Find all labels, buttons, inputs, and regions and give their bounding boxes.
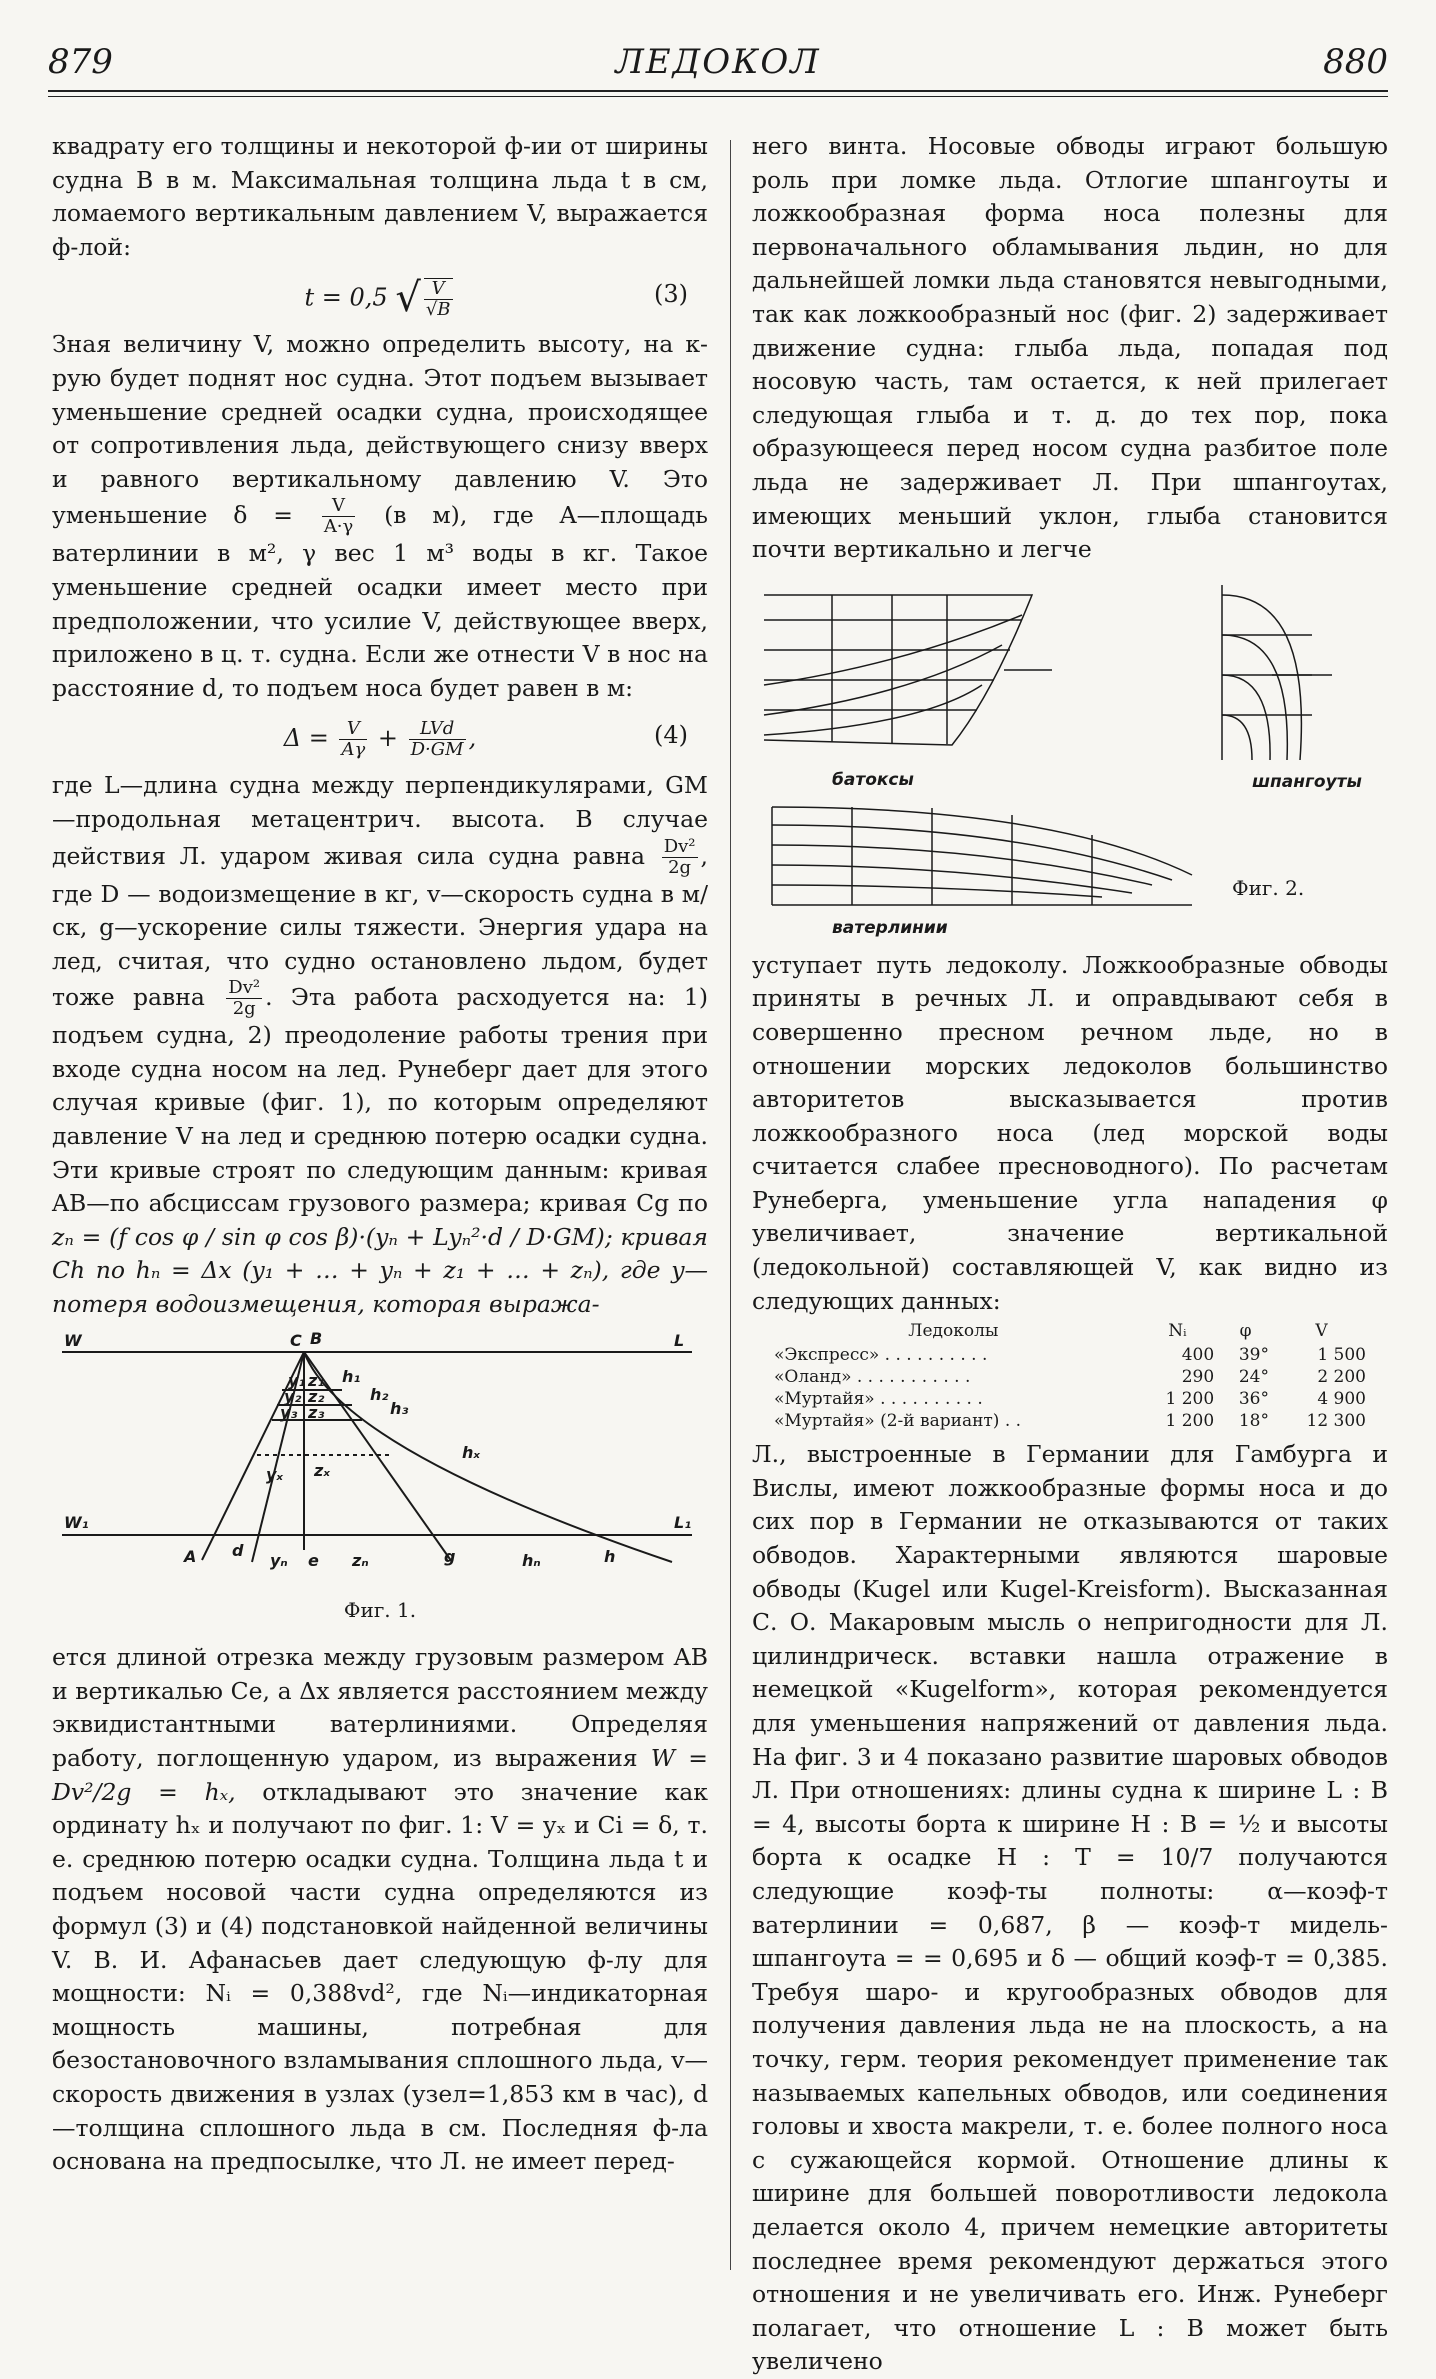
table-row: «Оланд» . . . . . . . . . . . 290 24° 2 200 [774, 1367, 1366, 1388]
frames-drawing [1222, 585, 1332, 760]
formula-number: (3) [654, 280, 688, 309]
svg-text:h: h [604, 1546, 616, 1566]
table-header: V [1315, 1321, 1328, 1342]
svg-text:y₁: y₁ [288, 1370, 306, 1390]
svg-text:d: d [232, 1540, 244, 1560]
figure-2-label-waterlines: ватерлинии [832, 917, 948, 938]
svg-text:zₙ: zₙ [352, 1550, 369, 1570]
figure-1 [52, 1330, 708, 1590]
right-column [752, 130, 1388, 2379]
figure-1-caption: Фиг. 1. [343, 1597, 417, 1622]
svg-text:z₃: z₃ [308, 1402, 325, 1422]
svg-text:e: e [308, 1550, 319, 1570]
column-divider [730, 140, 731, 2270]
svg-text:y₂: y₂ [284, 1386, 302, 1406]
table-row: «Муртайя» . . . . . . . . . . 1 200 36° 4 900 [774, 1389, 1366, 1410]
table-row: «Экспресс» . . . . . . . . . . 400 39° 1 500 [774, 1345, 1366, 1366]
svg-text:h₃: h₃ [390, 1398, 409, 1418]
svg-text:yₓ: yₓ [266, 1464, 284, 1484]
article-title: ЛЕДОКОЛ [615, 42, 821, 82]
paragraph: . Эта работа расходуется на: 1) подъем судна, 2) преодоление работы трения при входе судна носом на лед. Рунеберг дает для этого случая кривые (фиг. 1), по которым определяют давление V на лед и среднюю потерю осадки судна. Эти кривые строят по следующим данным: кривая AB—по абсциссам грузового размера; кривая Cg по [52, 983, 708, 1218]
formula-den: √B [425, 299, 451, 321]
paragraph: Зная величину V, можно определить высоту, на к-рую будет поднят нос судна. Этот подъем вызывает уменьшение средней осадки судна, происходящее от сопротивления льда, действующего снизу вверх и равного вертикальному давлению V. Это уменьшение δ = [52, 330, 708, 530]
formula-4: Δ = $\frac{V}{A\gamma}$ + $\frac{\text{LVd}}{D\cdot GM}$ , (4) [283, 718, 688, 761]
svg-text:y₃: y₃ [280, 1402, 298, 1422]
svg-text:L₁: L₁ [674, 1512, 692, 1532]
paragraph: (в м), где A—площадь ватерлинии в м², γ вес 1 м³ воды в кг. Такое уменьшение средней осадки имеет место при предположении, что усилие V, действующее вверх, приложено в ц. т. судна. Если же отнести V в нос на расстояние d, то подъем носа будет равен в м: [52, 501, 708, 702]
figure-2-label-batoks: батоксы [832, 769, 914, 790]
svg-text:hₓ: hₓ [462, 1442, 480, 1462]
paragraph: ется длиной отрезка между грузовым размером AB и вертикалью Ce, а Δx является расстоянием между эквидистантными ватерлиниями. Определяя работу, поглощенную ударом, из выражения [52, 1643, 708, 1772]
svg-text:C: C [290, 1330, 302, 1350]
table-header: Ледоколы [908, 1321, 999, 1342]
paragraph: квадрату его толщины и некоторой ф-ии от ширины судна B в м. Максимальная толщина льда t в см, ломаемого вертикальным давлением V, выражается ф-лой: [52, 132, 708, 261]
figure-2 [752, 575, 1388, 945]
running-header [48, 42, 1388, 92]
figure-2-caption: Фиг. 2. [1232, 875, 1305, 900]
svg-text:g: g [444, 1546, 456, 1566]
batoks-drawing [764, 595, 1052, 745]
paragraph: него винта. Носовые обводы играют большую роль при ломке льда. Отлогие шпангоуты и ложкообразная форма носа полезны для первоначального обламывания льдин, но для дальнейшей ломки льда становятся невыгодными, так как ложкообразный нос (фиг. 2) задерживает движение судна: глыба льда, попадая под носовую часть, там остается, к ней прилегает следующая глыба и т. д. до тех пор, пока образующееся перед носом судна разбитое поле льда не задерживает Л. При шпангоутах, имеющих меньший уклон, глыба становится почти вертикально и легче [752, 132, 1388, 564]
svg-text:z₂: z₂ [308, 1386, 325, 1406]
svg-text:W₁: W₁ [64, 1512, 89, 1532]
paragraph: где L—длина судна между перпендикулярами, GM—продольная метацентрич. высота. В случае действия Л. ударом живая сила судна равна [52, 771, 708, 870]
table-header: Nᵢ [1168, 1321, 1187, 1342]
paragraph: уступает путь ледоколу. Ложкообразные обводы приняты в речных Л. и оправдывают себя в совершенно пресном речном льде, но в отношении морских ледоколов большинство авторитетов высказывается против ложкообразного носа (лед морской воды считается слабее пресноводного). По расчетам Рунеберга, уменьшение угла нападения φ увеличивает, значение вертикальной (ледокольной) составляющей V, как видно из следующих данных: [752, 950, 1388, 1315]
svg-text:zₓ: zₓ [314, 1460, 330, 1480]
svg-text:z₁: z₁ [308, 1370, 325, 1390]
left-column: квадрату его толщины и некоторой ф-ии от ширины судна B в м. Максимальная толщина льда t в см, ломаемого вертикальным давлением V, выражается ф-лой: t = 0,5 √ $\frac{V}{√B}$ (3) Зная величину V, можно определить высоту, на к-рую будет поднят нос судна. Этот подъем вызывает уменьшение средней осадки судна, происходящее от сопротивления льда, действующего снизу вверх и равного вертикальному давлению V. Это уменьшение δ = $\frac{V}{A\cdot\gamma}$ (в м), где A—площадь ватерлинии в м², γ вес 1 м³ воды в кг. Такое уменьшение средней осадки имеет место при предположении, что усилие V, действующее вверх, приложено в ц. т. судна. Если же отнести V в нос на расстояние d, то подъем носа будет равен в м: Δ = $\frac{V}{A\gamma}$ + $\frac{\text{LVd}}{D\cdot GM}$ , (4) где L—длина судна между перпендикулярами, GM—продольная метацентрич. высота. В случае действия Л. ударом живая сила судна равна $\frac{\text{Dv²}}{2g}$ , где D — водоизмещение в кг, v—скорость судна в м/ск, g—ускорение силы тяжести. Энергия удара на лед, считая, что судно остановлено льдом, будет тоже равна $\frac{\text{Dv²}}{2g}$ . Эта работа расходуется на: 1) подъем судна, 2) преодоление работы трения при входе судна носом на лед. Рунеберг дает для этого случая кривые (фиг. 1), по которым определяют давление V на лед и среднюю потерю осадки судна. Эти кривые строят по следующим данным: кривая AB—по абсциссам грузового размера; кривая Cg по zₙ = (f cos φ / sin φ cos β)·(yₙ + Lyₙ²·d / D·GM); кривая Ch по hₙ = Δx (y₁ + … + yₙ + z₁ + … + zₙ), где y—потеря водоизмещения, которая выража- W C B L W₁ L₁ A d yₙ e zₙ g hₙ h y₁ z₁ h₁ y₂ z₂ h₂ y₃ z₃ h₃ yₓ zₓ hₓ Фиг. 1. ется длиной отрезка между грузовым размером AB и вертикалью Ce, а Δx является расстоянием между эквидистантными ватерлиниями. Определяя работу, поглощенную ударом, из выражения W = Dv²/2g = hₓ, откладывают это значение как ординату hₓ и получают по фиг. 1: V = yₓ и Ci = δ, т. е. среднюю потерю осадки судна. Толщина льда t и подъем носовой части судна определяются из формул (3) и (4) подстановкой найденной величины V. В. И. Афанасьев дает следующую ф-лу для мощности: Nᵢ = 0,388vd², где Nᵢ—индикаторная мощность машины, потребная для безостановочного взламывания сплошного льда, v—скорость движения в узлах (узел=1,853 км в час), d—толщина сплошного льда в см. Последняя ф-ла основана на предпосылке, что Л. не имеет перед- [52, 132, 708, 2176]
fraction: $\frac{V}{A\cdot\gamma}$ [323, 495, 354, 538]
svg-text:A: A [184, 1546, 197, 1566]
paragraph: откладывают это значение как ординату hₓ и получают по фиг. 1: V = yₓ и Ci = δ, т. е. среднюю потерю осадки судна. Толщина льда t и подъем носовой части судна определяются из формул (3) и (4) подстановкой найденной величины V. В. И. Афанасьев дает следующую ф-лу для мощности: Nᵢ = 0,388vd², где Nᵢ—индикаторная мощность машины, потребная для безостановочного взламывания сплошного льда, v—скорость движения в узлах (узел=1,853 км в час), d—толщина сплошного льда в см. Последняя ф-ла основана на предпосылке, что Л. не имеет перед- [52, 1777, 708, 2176]
formula-num: V [424, 279, 453, 300]
svg-text:h₂: h₂ [370, 1384, 389, 1404]
inline-formula: W = Dv²/2g = hₓ, [52, 1744, 708, 1806]
svg-text:hₙ: hₙ [522, 1550, 541, 1570]
data-table [770, 1318, 1370, 1432]
formula-lhs: t = 0,5 [304, 283, 388, 312]
table-row: «Муртайя» (2-й вариант) . . 1 200 18° 12 300 [774, 1411, 1366, 1432]
paragraph: , где D — водоизмещение в кг, v—скорость судна в м/ск, g—ускорение силы тяжести. Энергия удара на лед, считая, что судно остановлено льдом, будет тоже равна [52, 841, 708, 1012]
inline-formula: zₙ = (f cos φ / sin φ cos β)·(yₙ + Lyₙ²·d / D·GM); кривая Ch по hₙ = Δx (y₁ + … + yₙ + z₁ + … + zₙ), где y—потеря водоизмещения, которая выража- [52, 1222, 708, 1319]
svg-text:B: B [310, 1329, 323, 1348]
paragraph: Л., выстроенные в Германии для Гамбурга и Вислы, имеют ложкообразные формы носа и до сих пор в Германии не отказываются от таких обводов. Характерными являются шаровые обводы (Kugel или Kugel-Kreisform). Высказанная С. О. Макаровым мысль о непригодности для Л. цилиндрическ. вставки нашла отражение в немецкой «Kugelform», которая рекомендуется для уменьшения напряжений от давления льда. На фиг. 3 и 4 показано развитие шаровых обводов Л. При отношениях: длины судна к ширине L : B = 4, высоты борта к ширине H : B = ½ и высоты борта к осадке H : T = 10/7 получаются следующие коэф-ты полноты: α—коэф-т ватерлинии = 0,687, β — коэф-т мидель-шпангоута = = 0,695 и δ — общий коэф-т = 0,385. Требуя шаро- и кругообразных обводов для получения давления льда не на плоскость, а на точку, герм. теория рекомендует применение так называемых капельных обводов, или соединения головы и хвоста макрели, т. е. более полного носа с сужающейся кормой. Отношение длины к ширине для большей поворотливости ледокола делается около 4, причем немецкие авторитеты последнее время рекомендуют держаться этого отношения и не увеличивать его. Инж. Рунеберг полагает, что отношение L : B может быть увеличено [752, 1440, 1388, 2376]
svg-text:yₙ: yₙ [270, 1550, 288, 1570]
formula-number: (4) [654, 721, 688, 750]
svg-text:L: L [674, 1330, 685, 1350]
formula-3: t = 0,5 √ $\frac{V}{√B}$ (3) [304, 275, 688, 322]
table-header-row [770, 1318, 1370, 1344]
page-number-left: 879 [48, 42, 113, 82]
svg-text:h₁: h₁ [342, 1366, 361, 1386]
header-rule-thin [48, 96, 1388, 97]
figure-2-label-frames: шпангоуты [1252, 771, 1362, 792]
svg-text:W: W [64, 1330, 82, 1350]
waterlines-drawing [772, 807, 1192, 905]
header-rule [48, 90, 1388, 92]
page-number-right: 880 [1323, 42, 1388, 82]
table-header: φ [1239, 1321, 1252, 1342]
